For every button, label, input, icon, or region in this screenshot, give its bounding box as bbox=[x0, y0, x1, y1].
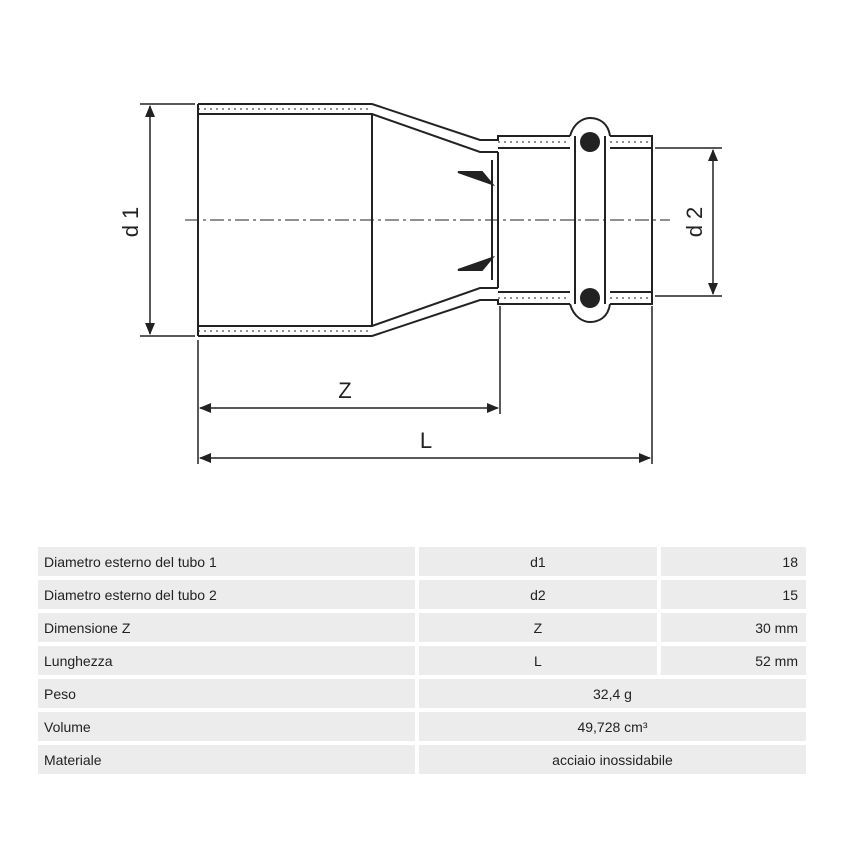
row-label: Volume bbox=[38, 712, 419, 741]
z-label: Z bbox=[338, 378, 352, 403]
l-label: L bbox=[419, 428, 433, 453]
row-label: Diametro esterno del tubo 1 bbox=[38, 547, 419, 576]
d1-label: d 1 bbox=[118, 206, 143, 238]
row-symbol: d2 bbox=[419, 580, 661, 609]
row-label: Lunghezza bbox=[38, 646, 419, 675]
row-value: 49,728 cm³ bbox=[419, 712, 806, 741]
row-value: 32,4 g bbox=[419, 679, 806, 708]
table-row bbox=[38, 547, 806, 576]
row-label: Materiale bbox=[38, 745, 419, 774]
row-value: acciaio inossidabile bbox=[419, 745, 806, 774]
table-row bbox=[38, 580, 806, 609]
row-label: Dimensione Z bbox=[38, 613, 419, 642]
row-value: 30 mm bbox=[661, 613, 806, 642]
table-row bbox=[38, 679, 806, 708]
d2-label: d 2 bbox=[682, 206, 707, 238]
row-label: Diametro esterno del tubo 2 bbox=[38, 580, 419, 609]
row-value: 15 bbox=[661, 580, 806, 609]
row-symbol: d1 bbox=[419, 547, 661, 576]
table-row bbox=[38, 712, 806, 741]
row-label: Peso bbox=[38, 679, 419, 708]
table-row bbox=[38, 745, 806, 774]
row-value: 18 bbox=[661, 547, 806, 576]
o-ring-bottom bbox=[580, 288, 600, 308]
row-symbol: L bbox=[419, 646, 661, 675]
row-value: 52 mm bbox=[661, 646, 806, 675]
row-symbol: Z bbox=[419, 613, 661, 642]
specifications-table bbox=[38, 543, 806, 778]
o-ring-top bbox=[580, 132, 600, 152]
table-row bbox=[38, 646, 806, 675]
table-row bbox=[38, 613, 806, 642]
